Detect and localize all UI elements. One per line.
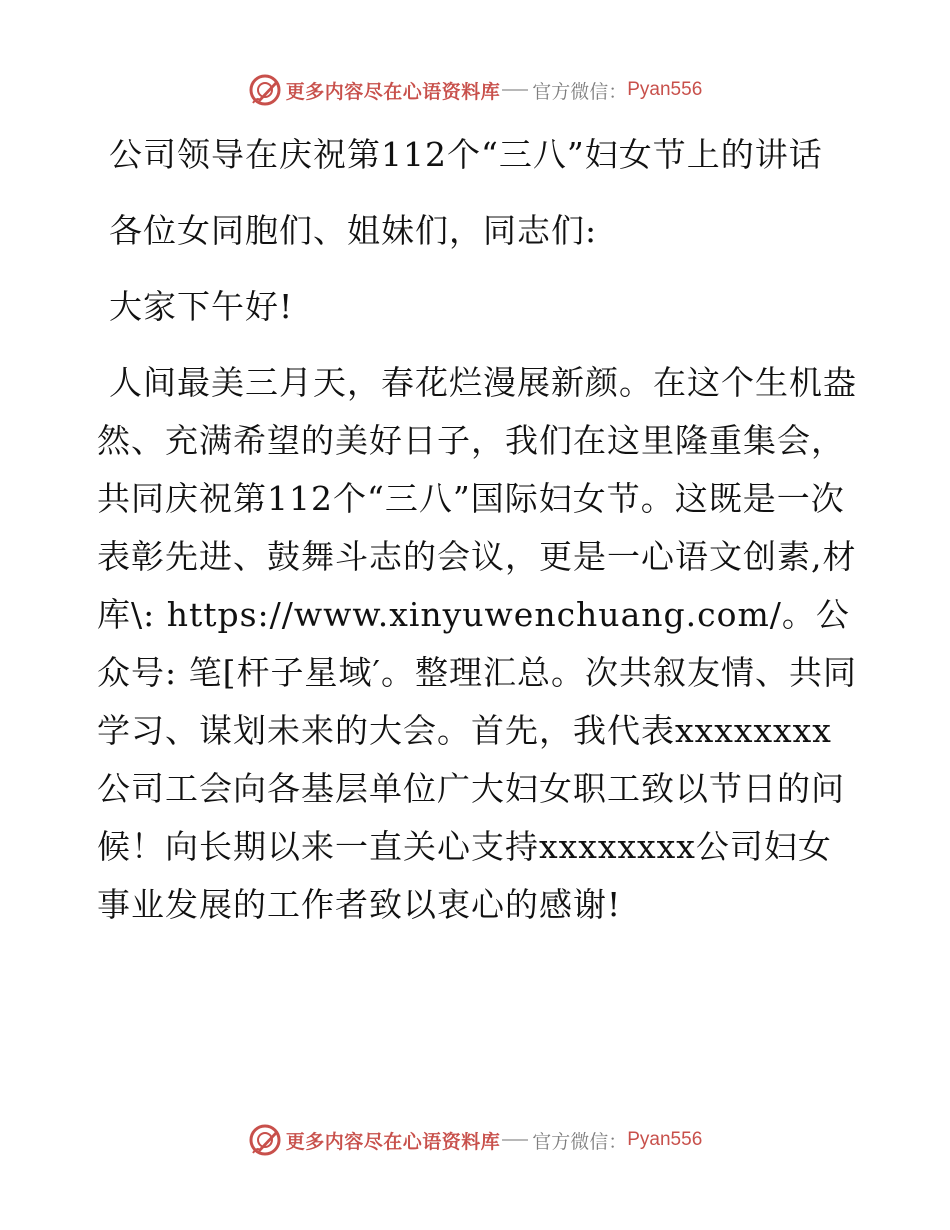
footer-banner-dash (502, 1139, 528, 1141)
body-text: 人间最美三月天，春花烂漫展新颜。在这个生机盎然、充满希望的美好日子，我们在这里隆重集会，共同庆祝第112个“三八”国际妇女节。这既是一次表彰先进、鼓舞斗志的会议，更是一心语文创素,材库\: https://www.xinyuwenchuang.com/。公众号: 笔[杆子星域′。整理汇总。次共叙友情、共同学习、谋划未来的大会。首先，我代表xxxxxxxx公司工会向各基层单位广大妇女职工致以节日的问候！向长期以来一直关心支持xxxxxxxx公司妇女事业发展的工作者致以衷心的感谢! (97, 363, 857, 924)
pen-logo-icon (248, 1123, 282, 1157)
salutation-paragraph (97, 202, 857, 260)
banner-title: 更多内容尽在心语资料库 (285, 80, 501, 103)
pen-logo-icon (248, 73, 282, 107)
greeting-paragraph (97, 278, 857, 336)
footer-banner (0, 1120, 950, 1160)
document-title-paragraph (97, 126, 857, 184)
footer-banner-wechat-id: Pyan556 (627, 1129, 703, 1150)
document-title: 公司领导在庆祝第112个“三八”妇女节上的讲话 (109, 135, 823, 174)
footer-banner-title: 更多内容尽在心语资料库 (285, 1130, 501, 1153)
header-banner (0, 70, 950, 110)
body-paragraph (97, 354, 857, 934)
greeting: 大家下午好! (109, 287, 294, 326)
footer-banner-wechat-label: 官方微信： (532, 1130, 628, 1153)
document-body (97, 126, 857, 934)
banner-wechat-id: Pyan556 (627, 79, 703, 100)
banner-wechat-label: 官方微信： (532, 80, 628, 103)
banner-dash (502, 89, 528, 91)
salutation: 各位女同胞们、姐妹们，同志们: (109, 211, 598, 250)
